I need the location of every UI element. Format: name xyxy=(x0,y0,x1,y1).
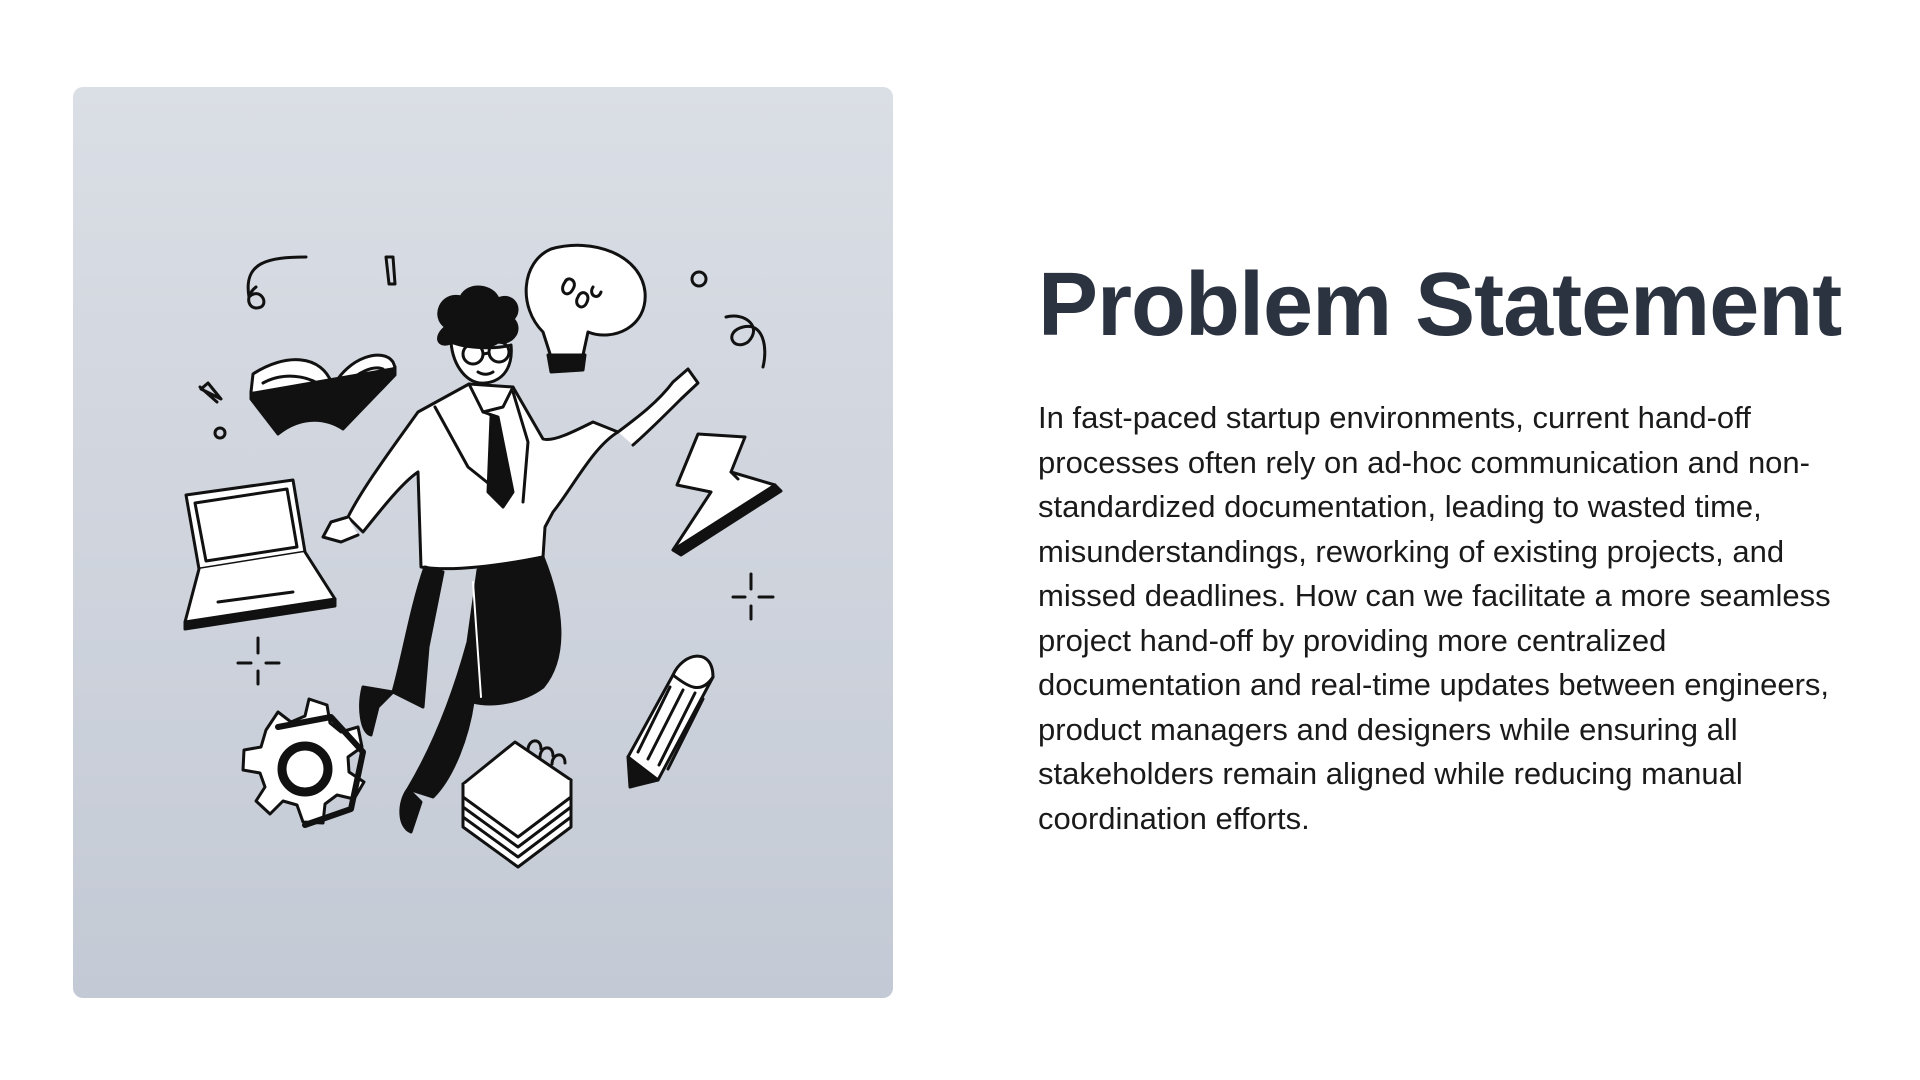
book-icon xyxy=(251,355,395,434)
person-juggling-ideas-illustration xyxy=(73,87,893,998)
notepad-icon xyxy=(463,741,571,867)
problem-statement-body: In fast-paced startup environments, current hand-off processes often rely on ad-hoc communication and non-standardized documentation, leading to wasted time, misunderstandings, reworking of existing projects, and missed deadlines. How can we facilitate a more seamless project hand-off by providing more centralized documentation and real-time updates between engineers, product managers and designers while ensuring all stakeholders remain aligned while reducing manual coordination efforts. xyxy=(1038,400,1831,836)
laptop-icon xyxy=(185,480,335,629)
gear-icon xyxy=(243,699,364,825)
illustration-panel xyxy=(73,87,893,998)
lightning-icon xyxy=(673,434,781,555)
pencil-icon xyxy=(628,656,713,787)
slide-title: Problem Statement xyxy=(1038,255,1842,355)
lightbulb-icon xyxy=(526,245,645,372)
